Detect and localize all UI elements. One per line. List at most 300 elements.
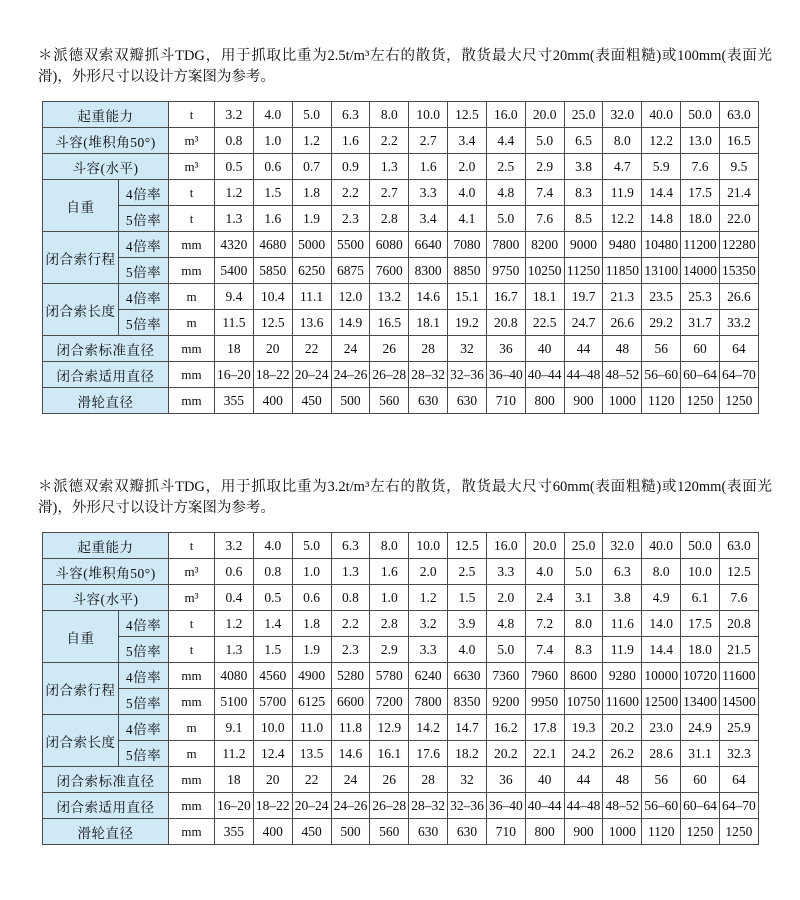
value-cell: 60: [681, 767, 720, 793]
unit-cell: t: [169, 180, 215, 206]
unit-cell: m: [169, 715, 215, 741]
value-cell: 8.0: [370, 102, 409, 128]
unit-cell: mm: [169, 793, 215, 819]
value-cell: 60: [681, 336, 720, 362]
value-cell: 630: [409, 819, 448, 845]
value-cell: 28.6: [642, 741, 681, 767]
value-cell: 32: [448, 767, 487, 793]
value-cell: 11.5: [215, 310, 254, 336]
value-cell: 710: [486, 388, 525, 414]
value-cell: 12.2: [642, 128, 681, 154]
value-cell: 3.9: [448, 611, 487, 637]
table-row: [43, 559, 759, 585]
row-group-label: 闭合索行程: [43, 232, 119, 284]
value-cell: 25.3: [681, 284, 720, 310]
value-cell: 10.0: [681, 559, 720, 585]
value-cell: 0.4: [215, 585, 254, 611]
value-cell: 0.7: [292, 154, 331, 180]
value-cell: 32.0: [603, 533, 642, 559]
value-cell: 31.1: [681, 741, 720, 767]
spec-table-tdg-2-5: [42, 101, 759, 414]
value-cell: 40: [525, 767, 564, 793]
value-cell: 6240: [409, 663, 448, 689]
value-cell: 630: [448, 388, 487, 414]
table-row: [43, 663, 759, 689]
value-cell: 1.2: [292, 128, 331, 154]
value-cell: 14.2: [409, 715, 448, 741]
unit-cell: t: [169, 637, 215, 663]
value-cell: 10000: [642, 663, 681, 689]
value-cell: 28: [409, 767, 448, 793]
value-cell: 19.7: [564, 284, 603, 310]
unit-cell: t: [169, 533, 215, 559]
value-cell: 8.3: [564, 180, 603, 206]
value-cell: 20.8: [486, 310, 525, 336]
value-cell: 44: [564, 336, 603, 362]
value-cell: 13400: [681, 689, 720, 715]
value-cell: 26: [370, 767, 409, 793]
value-cell: 25.9: [719, 715, 758, 741]
value-cell: 5400: [215, 258, 254, 284]
table-row: [43, 767, 759, 793]
value-cell: 0.5: [253, 585, 292, 611]
value-cell: 20.0: [525, 102, 564, 128]
value-cell: 2.3: [331, 637, 370, 663]
value-cell: 8.0: [564, 611, 603, 637]
value-cell: 1.2: [215, 180, 254, 206]
value-cell: 48–52: [603, 793, 642, 819]
value-cell: 25.0: [564, 102, 603, 128]
value-cell: 2.5: [486, 154, 525, 180]
value-cell: 12280: [719, 232, 758, 258]
row-label: 闭合索标准直径: [43, 767, 169, 793]
value-cell: 0.9: [331, 154, 370, 180]
value-cell: 25.0: [564, 533, 603, 559]
value-cell: 12.0: [331, 284, 370, 310]
value-cell: 1.2: [215, 611, 254, 637]
value-cell: 17.6: [409, 741, 448, 767]
value-cell: 24–26: [331, 793, 370, 819]
spec-table-tdg-3-2: [42, 532, 759, 845]
value-cell: 60–64: [681, 793, 720, 819]
value-cell: 7.4: [525, 180, 564, 206]
value-cell: 29.2: [642, 310, 681, 336]
value-cell: 4680: [253, 232, 292, 258]
value-cell: 5.9: [642, 154, 681, 180]
value-cell: 12.2: [603, 206, 642, 232]
value-cell: 63.0: [719, 102, 758, 128]
value-cell: 50.0: [681, 102, 720, 128]
row-group-label: 闭合索长度: [43, 284, 119, 336]
table-row: [43, 637, 759, 663]
value-cell: 18–22: [253, 362, 292, 388]
value-cell: 900: [564, 819, 603, 845]
row-sub-label: 5倍率: [119, 637, 169, 663]
value-cell: 4.7: [603, 154, 642, 180]
value-cell: 50.0: [681, 533, 720, 559]
value-cell: 6.3: [603, 559, 642, 585]
value-cell: 2.4: [525, 585, 564, 611]
unit-cell: m: [169, 310, 215, 336]
value-cell: 64: [719, 767, 758, 793]
value-cell: 0.8: [331, 585, 370, 611]
value-cell: 4.4: [486, 128, 525, 154]
value-cell: 18: [215, 336, 254, 362]
value-cell: 56: [642, 767, 681, 793]
unit-cell: mm: [169, 232, 215, 258]
value-cell: 4.1: [448, 206, 487, 232]
row-sub-label: 4倍率: [119, 715, 169, 741]
unit-cell: m³: [169, 154, 215, 180]
table-row: [43, 206, 759, 232]
value-cell: 22.0: [719, 206, 758, 232]
table-row: [43, 689, 759, 715]
value-cell: 2.7: [370, 180, 409, 206]
value-cell: 5.0: [292, 533, 331, 559]
value-cell: 44: [564, 767, 603, 793]
value-cell: 20.2: [486, 741, 525, 767]
value-cell: 16.5: [719, 128, 758, 154]
value-cell: 28–32: [409, 793, 448, 819]
value-cell: 20.2: [603, 715, 642, 741]
value-cell: 11.9: [603, 637, 642, 663]
value-cell: 2.7: [409, 128, 448, 154]
value-cell: 19.3: [564, 715, 603, 741]
value-cell: 8200: [525, 232, 564, 258]
value-cell: 8.0: [642, 559, 681, 585]
value-cell: 9480: [603, 232, 642, 258]
value-cell: 20–24: [292, 362, 331, 388]
value-cell: 5780: [370, 663, 409, 689]
value-cell: 4560: [253, 663, 292, 689]
value-cell: 64: [719, 336, 758, 362]
value-cell: 9.4: [215, 284, 254, 310]
value-cell: 48: [603, 336, 642, 362]
value-cell: 6250: [292, 258, 331, 284]
value-cell: 8.0: [603, 128, 642, 154]
value-cell: 500: [331, 388, 370, 414]
value-cell: 56: [642, 336, 681, 362]
row-group-label: 闭合索长度: [43, 715, 119, 767]
value-cell: 32.0: [603, 102, 642, 128]
table-row: [43, 362, 759, 388]
intro-paragraph-2: ＊派德双索双瓣抓斗TDG，用于抓取比重为3.2t/m³左右的散货，散货最大尺寸60mm(表面粗糙)或120mm(表面光滑)，外形尺寸以设计方案图为参考。: [38, 479, 772, 516]
value-cell: 18.2: [448, 741, 487, 767]
value-cell: 21.3: [603, 284, 642, 310]
value-cell: 26: [370, 336, 409, 362]
value-cell: 9280: [603, 663, 642, 689]
unit-cell: mm: [169, 362, 215, 388]
value-cell: 12.5: [448, 533, 487, 559]
value-cell: 26–28: [370, 793, 409, 819]
value-cell: 64–70: [719, 362, 758, 388]
value-cell: 56–60: [642, 793, 681, 819]
value-cell: 13100: [642, 258, 681, 284]
value-cell: 5000: [292, 232, 331, 258]
value-cell: 4900: [292, 663, 331, 689]
value-cell: 1.9: [292, 637, 331, 663]
table-row: [43, 336, 759, 362]
value-cell: 3.4: [448, 128, 487, 154]
value-cell: 1250: [719, 819, 758, 845]
value-cell: 7.6: [719, 585, 758, 611]
value-cell: 23.0: [642, 715, 681, 741]
value-cell: 1000: [603, 819, 642, 845]
value-cell: 19.2: [448, 310, 487, 336]
value-cell: 4.0: [253, 102, 292, 128]
value-cell: 14.6: [331, 741, 370, 767]
value-cell: 12.5: [253, 310, 292, 336]
value-cell: 7.6: [525, 206, 564, 232]
row-label: 斗容(堆积角50°): [43, 128, 169, 154]
value-cell: 7.2: [525, 611, 564, 637]
value-cell: 26.6: [603, 310, 642, 336]
row-sub-label: 4倍率: [119, 611, 169, 637]
value-cell: 32–36: [448, 793, 487, 819]
table-row: [43, 715, 759, 741]
value-cell: 355: [215, 819, 254, 845]
unit-cell: m: [169, 284, 215, 310]
value-cell: 18.1: [409, 310, 448, 336]
value-cell: 710: [486, 819, 525, 845]
value-cell: 14.7: [448, 715, 487, 741]
value-cell: 900: [564, 388, 603, 414]
value-cell: 48: [603, 767, 642, 793]
value-cell: 7960: [525, 663, 564, 689]
value-cell: 7360: [486, 663, 525, 689]
value-cell: 11600: [719, 663, 758, 689]
row-sub-label: 5倍率: [119, 258, 169, 284]
value-cell: 800: [525, 819, 564, 845]
value-cell: 2.0: [409, 559, 448, 585]
value-cell: 2.2: [331, 611, 370, 637]
value-cell: 0.6: [215, 559, 254, 585]
value-cell: 630: [409, 388, 448, 414]
row-label: 滑轮直径: [43, 388, 169, 414]
value-cell: 7.4: [525, 637, 564, 663]
value-cell: 2.8: [370, 611, 409, 637]
value-cell: 3.3: [486, 559, 525, 585]
table-row: [43, 585, 759, 611]
value-cell: 13.6: [292, 310, 331, 336]
value-cell: 3.8: [603, 585, 642, 611]
intro-paragraph-1: ＊派德双索双瓣抓斗TDG，用于抓取比重为2.5t/m³左右的散货，散货最大尺寸20mm(表面粗糙)或100mm(表面光滑)，外形尺寸以设计方案图为参考。: [38, 48, 772, 85]
value-cell: 6640: [409, 232, 448, 258]
table-row: [43, 102, 759, 128]
value-cell: 5280: [331, 663, 370, 689]
value-cell: 56–60: [642, 362, 681, 388]
value-cell: 9000: [564, 232, 603, 258]
value-cell: 450: [292, 388, 331, 414]
value-cell: 1.6: [409, 154, 448, 180]
row-sub-label: 4倍率: [119, 232, 169, 258]
value-cell: 3.1: [564, 585, 603, 611]
value-cell: 40–44: [525, 362, 564, 388]
value-cell: 32.3: [719, 741, 758, 767]
value-cell: 1120: [642, 388, 681, 414]
value-cell: 4.8: [486, 180, 525, 206]
value-cell: 23.5: [642, 284, 681, 310]
value-cell: 10750: [564, 689, 603, 715]
value-cell: 14500: [719, 689, 758, 715]
value-cell: 8.0: [370, 533, 409, 559]
value-cell: 26–28: [370, 362, 409, 388]
value-cell: 1250: [681, 388, 720, 414]
value-cell: 10.0: [409, 102, 448, 128]
value-cell: 3.4: [409, 206, 448, 232]
value-cell: 1.3: [215, 637, 254, 663]
value-cell: 1000: [603, 388, 642, 414]
value-cell: 7800: [409, 689, 448, 715]
unit-cell: mm: [169, 663, 215, 689]
row-label: 闭合索适用直径: [43, 793, 169, 819]
unit-cell: m³: [169, 128, 215, 154]
value-cell: 40.0: [642, 533, 681, 559]
value-cell: 16.5: [370, 310, 409, 336]
value-cell: 9950: [525, 689, 564, 715]
value-cell: 10480: [642, 232, 681, 258]
value-cell: 17.5: [681, 611, 720, 637]
table-row: [43, 128, 759, 154]
value-cell: 60–64: [681, 362, 720, 388]
value-cell: 16.0: [486, 102, 525, 128]
value-cell: 400: [253, 388, 292, 414]
value-cell: 16.2: [486, 715, 525, 741]
unit-cell: t: [169, 206, 215, 232]
value-cell: 11600: [603, 689, 642, 715]
table-row: [43, 793, 759, 819]
value-cell: 14.6: [409, 284, 448, 310]
value-cell: 21.5: [719, 637, 758, 663]
value-cell: 1.0: [292, 559, 331, 585]
value-cell: 5.0: [525, 128, 564, 154]
value-cell: 44–48: [564, 793, 603, 819]
value-cell: 1.0: [253, 128, 292, 154]
value-cell: 7080: [448, 232, 487, 258]
value-cell: 14.0: [642, 611, 681, 637]
value-cell: 16.7: [486, 284, 525, 310]
value-cell: 1.0: [370, 585, 409, 611]
value-cell: 2.8: [370, 206, 409, 232]
value-cell: 2.5: [448, 559, 487, 585]
value-cell: 21.4: [719, 180, 758, 206]
value-cell: 15350: [719, 258, 758, 284]
value-cell: 5500: [331, 232, 370, 258]
value-cell: 16–20: [215, 793, 254, 819]
value-cell: 63.0: [719, 533, 758, 559]
value-cell: 4320: [215, 232, 254, 258]
value-cell: 1.8: [292, 180, 331, 206]
value-cell: 13.2: [370, 284, 409, 310]
value-cell: 11.1: [292, 284, 331, 310]
value-cell: 1.2: [409, 585, 448, 611]
value-cell: 10.0: [253, 715, 292, 741]
value-cell: 16.0: [486, 533, 525, 559]
value-cell: 12.5: [719, 559, 758, 585]
unit-cell: mm: [169, 258, 215, 284]
value-cell: 2.3: [331, 206, 370, 232]
table-row: [43, 533, 759, 559]
value-cell: 11200: [681, 232, 720, 258]
value-cell: 5.0: [564, 559, 603, 585]
value-cell: 1.3: [331, 559, 370, 585]
value-cell: 4.0: [525, 559, 564, 585]
value-cell: 2.9: [525, 154, 564, 180]
value-cell: 9.1: [215, 715, 254, 741]
unit-cell: t: [169, 611, 215, 637]
value-cell: 13.5: [292, 741, 331, 767]
table-row: [43, 180, 759, 206]
unit-cell: m: [169, 741, 215, 767]
value-cell: 560: [370, 819, 409, 845]
value-cell: 26.6: [719, 284, 758, 310]
value-cell: 5100: [215, 689, 254, 715]
value-cell: 16.1: [370, 741, 409, 767]
value-cell: 11.2: [215, 741, 254, 767]
value-cell: 13.0: [681, 128, 720, 154]
value-cell: 24.7: [564, 310, 603, 336]
value-cell: 400: [253, 819, 292, 845]
value-cell: 12.9: [370, 715, 409, 741]
table-row: [43, 611, 759, 637]
value-cell: 2.2: [370, 128, 409, 154]
value-cell: 18: [215, 767, 254, 793]
unit-cell: mm: [169, 388, 215, 414]
value-cell: 1250: [719, 388, 758, 414]
table-row: [43, 388, 759, 414]
value-cell: 36: [486, 336, 525, 362]
value-cell: 11.6: [603, 611, 642, 637]
unit-cell: t: [169, 102, 215, 128]
value-cell: 10250: [525, 258, 564, 284]
value-cell: 0.6: [292, 585, 331, 611]
value-cell: 33.2: [719, 310, 758, 336]
value-cell: 20: [253, 767, 292, 793]
value-cell: 3.8: [564, 154, 603, 180]
value-cell: 24: [331, 336, 370, 362]
value-cell: 14.8: [642, 206, 681, 232]
value-cell: 20.0: [525, 533, 564, 559]
value-cell: 1120: [642, 819, 681, 845]
value-cell: 48–52: [603, 362, 642, 388]
value-cell: 6.3: [331, 102, 370, 128]
value-cell: 8850: [448, 258, 487, 284]
value-cell: 31.7: [681, 310, 720, 336]
value-cell: 7600: [370, 258, 409, 284]
value-cell: 8350: [448, 689, 487, 715]
value-cell: 12.5: [448, 102, 487, 128]
value-cell: 11.0: [292, 715, 331, 741]
value-cell: 2.0: [448, 154, 487, 180]
value-cell: 1.9: [292, 206, 331, 232]
value-cell: 9200: [486, 689, 525, 715]
value-cell: 22: [292, 336, 331, 362]
value-cell: 1.6: [253, 206, 292, 232]
value-cell: 5.0: [486, 637, 525, 663]
value-cell: 22.1: [525, 741, 564, 767]
value-cell: 14.4: [642, 637, 681, 663]
value-cell: 5.0: [486, 206, 525, 232]
value-cell: 11.9: [603, 180, 642, 206]
value-cell: 10.0: [409, 533, 448, 559]
value-cell: 800: [525, 388, 564, 414]
value-cell: 8.3: [564, 637, 603, 663]
row-sub-label: 5倍率: [119, 741, 169, 767]
value-cell: 4080: [215, 663, 254, 689]
value-cell: 64–70: [719, 793, 758, 819]
value-cell: 16–20: [215, 362, 254, 388]
value-cell: 6875: [331, 258, 370, 284]
